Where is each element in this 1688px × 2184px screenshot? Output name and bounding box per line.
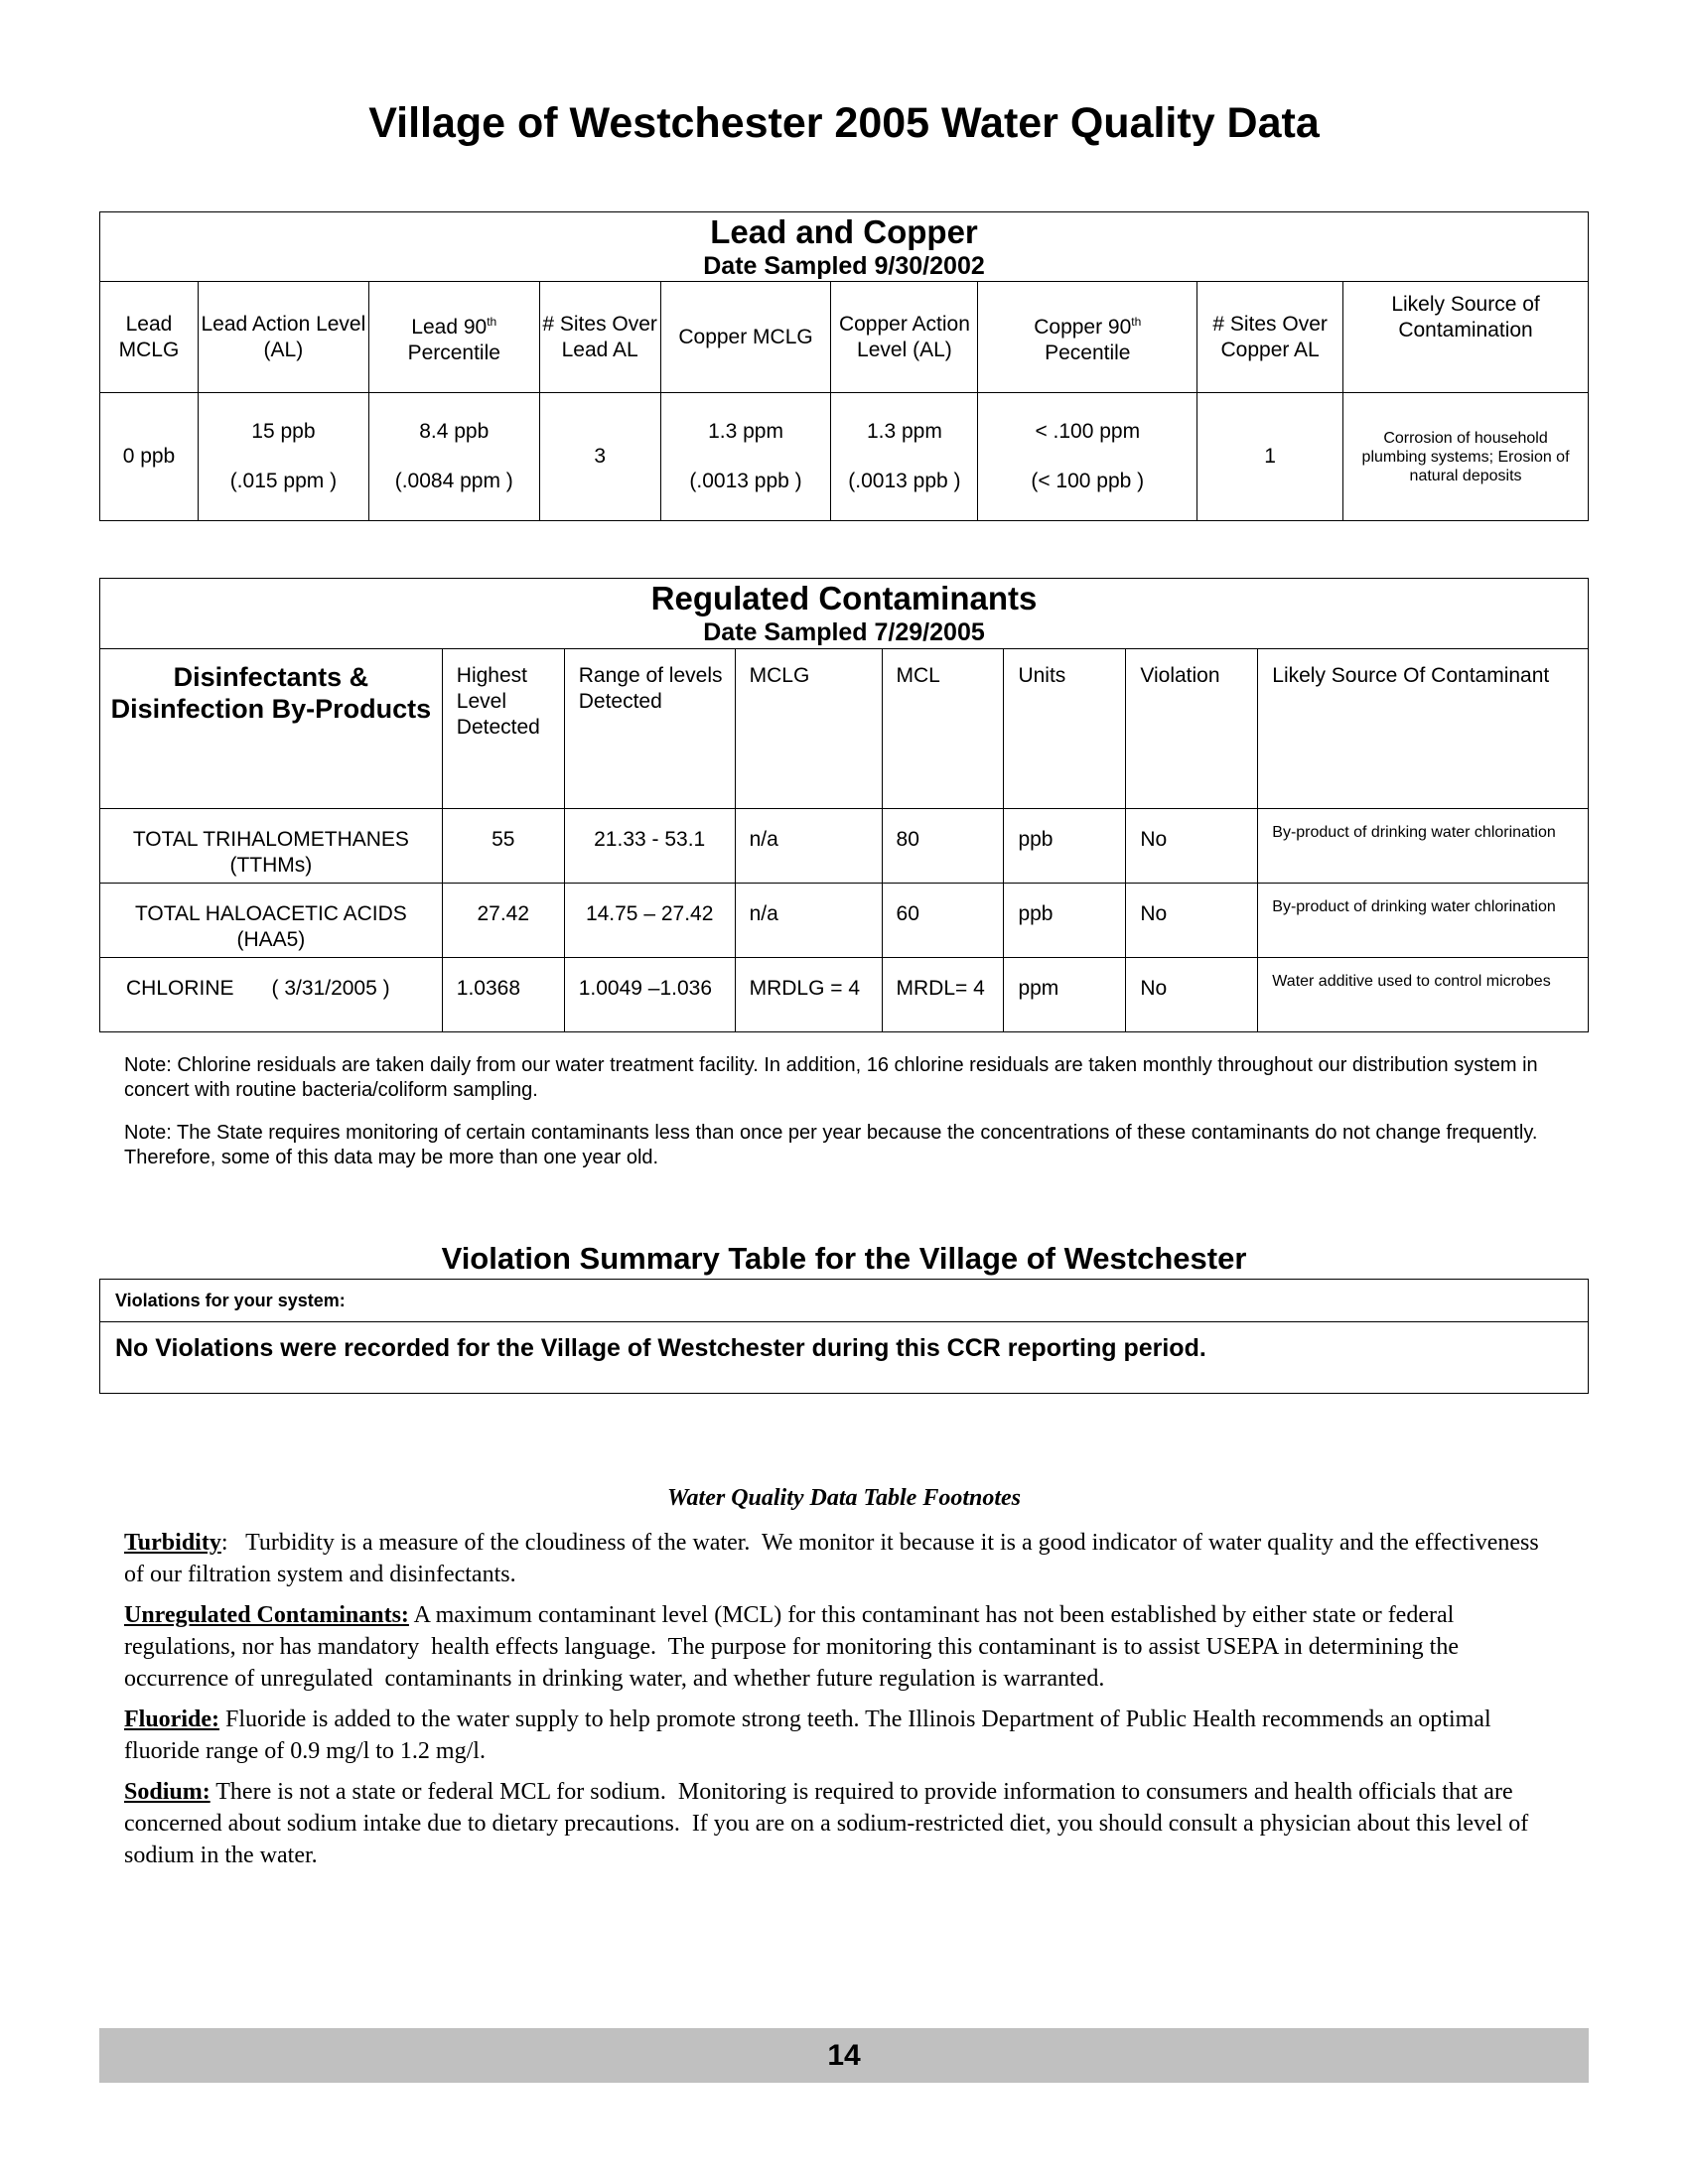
chlorine-label: CHLORINE xyxy=(126,977,234,1000)
mclg-value: n/a xyxy=(735,884,882,958)
contaminant-name: TOTAL HALOACETIC ACIDS (HAA5) xyxy=(100,884,443,958)
footnote-fluoride xyxy=(124,1704,1564,1767)
chlorine-note: Note: Chlorine residuals are taken daily from our water treatment facility. In addition, 16 chlorine residuals are taken monthly throughout our distribution system in concert with routine bacteria/coliform sampling. xyxy=(124,1054,1538,1101)
header-copper-90-text-b: Pecentile xyxy=(1045,341,1131,364)
contaminant-name: TOTAL TRIHALOMETHANES (TTHMs) xyxy=(100,809,443,884)
table-row xyxy=(100,809,1589,884)
footnote-unregulated xyxy=(124,1599,1564,1695)
highest-level: 27.42 xyxy=(442,884,564,958)
value-copper-90 xyxy=(978,393,1197,521)
mcl-value: 60 xyxy=(882,884,1004,958)
value-lead-al-ppb: 15 ppb xyxy=(251,420,316,443)
source-value: By-product of drinking water chlorination xyxy=(1258,809,1589,884)
header-mcl: MCL xyxy=(882,649,1004,809)
regulated-date: Date Sampled 7/29/2005 xyxy=(703,618,985,646)
footnote-text: Turbidity is a measure of the cloudiness of the water. We monitor it because it is a good indicator of water quality and the effectiveness of our filtration system and disinfectants. xyxy=(124,1530,1545,1587)
value-copper-mclg-ppb: (.0013 ppb ) xyxy=(689,470,802,492)
header-units: Units xyxy=(1004,649,1126,809)
units-value: ppb xyxy=(1004,809,1126,884)
highest-level: 55 xyxy=(442,809,564,884)
mcl-value: 80 xyxy=(882,809,1004,884)
violation-summary-title: Violation Summary Table for the Village of Westchester xyxy=(441,1241,1247,1276)
footnotes-title: Water Quality Data Table Footnotes xyxy=(666,1485,1021,1511)
value-copper-al-ppb: (.0013 ppb ) xyxy=(848,470,961,492)
table-row xyxy=(100,958,1589,1032)
footnote-label: Turbidity xyxy=(124,1530,221,1556)
violations-text: No Violations were recorded for the Village of Westchester during this CCR reporting period. xyxy=(100,1322,1589,1394)
mclg-value: MRDLG = 4 xyxy=(735,958,882,1032)
value-lead-al-ppm: (.015 ppm ) xyxy=(229,470,338,492)
header-lead-al: Lead Action Level (AL) xyxy=(198,282,368,393)
value-copper-al-ppm: 1.3 ppm xyxy=(866,420,942,443)
range-detected: 14.75 – 27.42 xyxy=(564,884,735,958)
regulated-title: Regulated Contaminants xyxy=(650,580,1038,616)
mcl-value: MRDL= 4 xyxy=(882,958,1004,1032)
footnote-label: Sodium: xyxy=(124,1779,211,1805)
header-copper-90 xyxy=(978,282,1197,393)
violation-value: No xyxy=(1126,884,1258,958)
header-mclg: MCLG xyxy=(735,649,882,809)
page-number: 14 xyxy=(99,2028,1589,2083)
value-copper-90-ppb: (< 100 ppb ) xyxy=(1031,470,1145,492)
source-value: By-product of drinking water chlorination xyxy=(1258,884,1589,958)
lead-copper-title: Lead and Copper xyxy=(710,212,978,250)
value-lead-90 xyxy=(368,393,539,521)
footnote-text: Fluoride is added to the water supply to help promote strong teeth. The Illinois Department of Public Health recommends an optimal fluoride range of 0.9 mg/l to 1.2 mg/l. xyxy=(124,1706,1497,1764)
header-violation: Violation xyxy=(1126,649,1258,809)
value-lead-mclg: 0 ppb xyxy=(100,393,199,521)
footnote-separator: : xyxy=(220,1530,228,1556)
units-value: ppm xyxy=(1004,958,1126,1032)
header-lead-90-text: Lead 90 xyxy=(411,315,488,339)
units-value: ppb xyxy=(1004,884,1126,958)
footnote-label: Unregulated Contaminants: xyxy=(124,1602,409,1628)
regulated-banner xyxy=(100,579,1589,649)
source-value: Water additive used to control microbes xyxy=(1258,958,1589,1032)
header-copper-90-text: Copper 90 xyxy=(1034,315,1132,339)
range-detected: 21.33 - 53.1 xyxy=(564,809,735,884)
value-lead-90-ppm: (.0084 ppm ) xyxy=(394,470,513,492)
header-lead-90 xyxy=(368,282,539,393)
header-range: Range of levels Detected xyxy=(564,649,735,809)
page-title: Village of Westchester 2005 Water Quality Data xyxy=(368,99,1320,147)
header-source: Likely Source of Contamination xyxy=(1343,282,1589,393)
footnote-label: Fluoride: xyxy=(124,1706,219,1732)
value-source: Corrosion of household plumbing systems; Erosion of natural deposits xyxy=(1343,393,1589,521)
value-copper-mclg-ppm: 1.3 ppm xyxy=(708,420,783,443)
footnote-turbidity xyxy=(124,1527,1564,1590)
mclg-value: n/a xyxy=(735,809,882,884)
header-lead-90-text-b: Percentile xyxy=(407,341,500,364)
header-lead-mclg: Lead MCLG xyxy=(100,282,199,393)
lead-copper-banner xyxy=(100,212,1589,282)
value-copper-mclg xyxy=(660,393,831,521)
monitoring-note: Note: The State requires monitoring of certain contaminants less than once per year because the concentrations of these contaminants do not change frequently. Therefore, some of this data may be more than one year old. xyxy=(124,1122,1538,1168)
footnote-text: There is not a state or federal MCL for sodium. Monitoring is required to provide information to consumers and health officials that are concerned about sodium intake due to dietary precautions. If you are on a sodium-restricted diet, you should consult a physician about this level of sodium in the water. xyxy=(124,1779,1535,1868)
value-copper-90-ppm: < .100 ppm xyxy=(1035,420,1141,443)
table-row xyxy=(100,884,1589,958)
header-copper-al: Copper Action Level (AL) xyxy=(831,282,978,393)
regulated-contaminants-table xyxy=(99,578,1589,1032)
header-likely-source: Likely Source Of Contaminant xyxy=(1258,649,1589,809)
violation-value: No xyxy=(1126,958,1258,1032)
value-lead-al xyxy=(198,393,368,521)
header-copper-90-sup: th xyxy=(1131,314,1142,329)
footnote-text: A maximum contaminant level (MCL) for this contaminant has not been established by either state or federal regulations, nor has mandatory health effects language. The purpose for monitoring this contaminant is to assist USEPA in determining the occurrence of unregulated contaminants in drinking water, and whether future regulation is warranted. xyxy=(124,1602,1465,1692)
chlorine-date: ( 3/31/2005 ) xyxy=(271,977,390,1000)
header-highest: Highest Level Detected xyxy=(442,649,564,809)
value-sites-lead: 3 xyxy=(539,393,660,521)
header-lead-90-sup: th xyxy=(487,314,497,329)
header-sites-lead: # Sites Over Lead AL xyxy=(539,282,660,393)
contaminant-name xyxy=(100,958,443,1032)
value-lead-90-ppb: 8.4 ppb xyxy=(419,420,490,443)
value-copper-al xyxy=(831,393,978,521)
violation-summary-table xyxy=(99,1279,1589,1394)
header-copper-mclg: Copper MCLG xyxy=(660,282,831,393)
range-detected: 1.0049 –1.036 xyxy=(564,958,735,1032)
violation-value: No xyxy=(1126,809,1258,884)
header-disinfectants: Disinfectants & Disinfection By-Products xyxy=(100,649,443,809)
value-sites-copper: 1 xyxy=(1197,393,1343,521)
header-sites-copper: # Sites Over Copper AL xyxy=(1197,282,1343,393)
violations-label: Violations for your system: xyxy=(100,1280,1589,1322)
highest-level: 1.0368 xyxy=(442,958,564,1032)
footnote-sodium xyxy=(124,1776,1564,1871)
lead-copper-date: Date Sampled 9/30/2002 xyxy=(703,251,985,280)
lead-copper-table xyxy=(99,211,1589,521)
